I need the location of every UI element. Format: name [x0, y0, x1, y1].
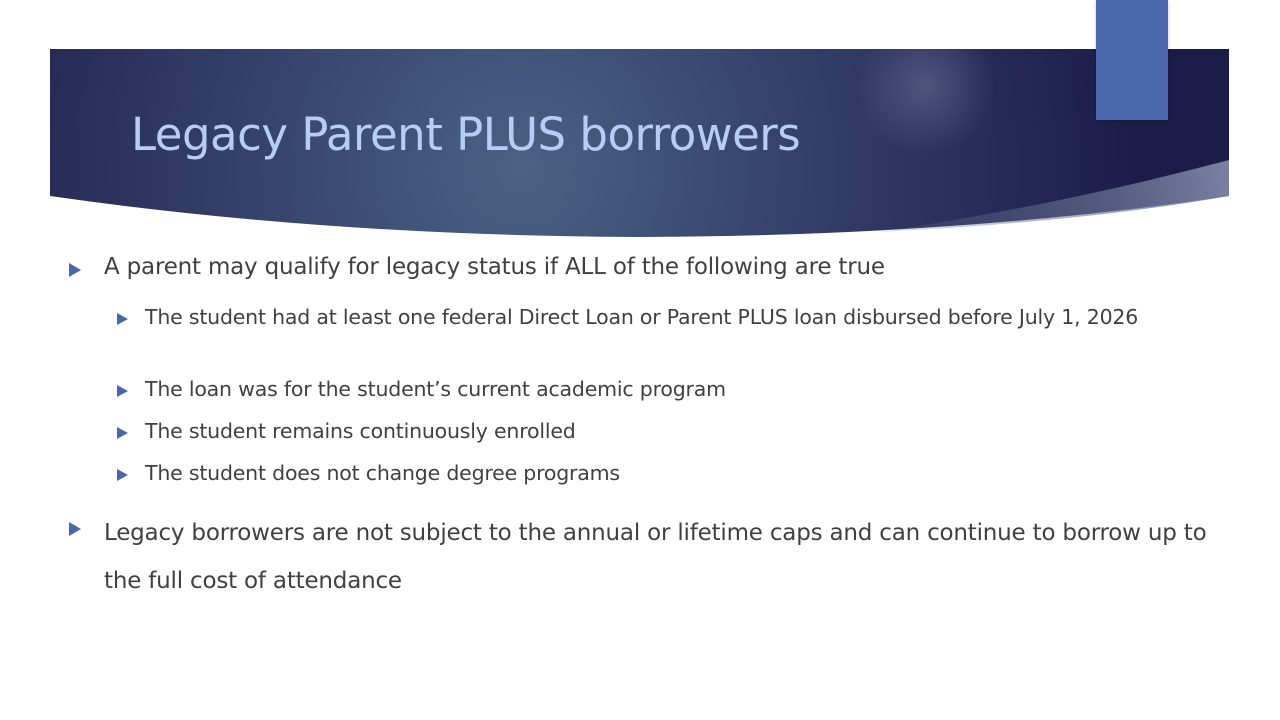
bullet-arrow-icon — [117, 313, 128, 325]
bullet-text: The loan was for the student’s current academic program — [145, 377, 726, 401]
bullet-arrow-icon — [69, 522, 81, 536]
bullet-arrow-icon — [69, 263, 81, 277]
bullet-arrow-icon — [117, 385, 128, 397]
bullet-text: Legacy borrowers are not subject to the annual or lifetime caps and can continue to borrow up to the full cost of attendance — [104, 520, 1207, 594]
bullet-item — [104, 254, 1214, 280]
sub-bullet-item — [145, 417, 1235, 446]
bullet-text: The student remains continuously enrolled — [145, 419, 576, 443]
sub-bullet-item — [145, 303, 1235, 332]
bullet-text: The student had at least one federal Direct Loan or Parent PLUS loan disbursed before July 1, 2026 — [145, 305, 1139, 329]
accent-tab — [1096, 0, 1168, 120]
bullet-arrow-icon — [117, 469, 128, 481]
bullet-arrow-icon — [117, 427, 128, 439]
sub-bullet-item — [145, 375, 1235, 404]
bullet-item — [104, 509, 1214, 605]
slide-title: Legacy Parent PLUS borrowers — [131, 108, 801, 161]
bullet-text: The student does not change degree programs — [145, 461, 620, 485]
bullet-text: A parent may qualify for legacy status if ALL of the following are true — [104, 254, 885, 280]
sub-bullet-item — [145, 459, 1235, 488]
